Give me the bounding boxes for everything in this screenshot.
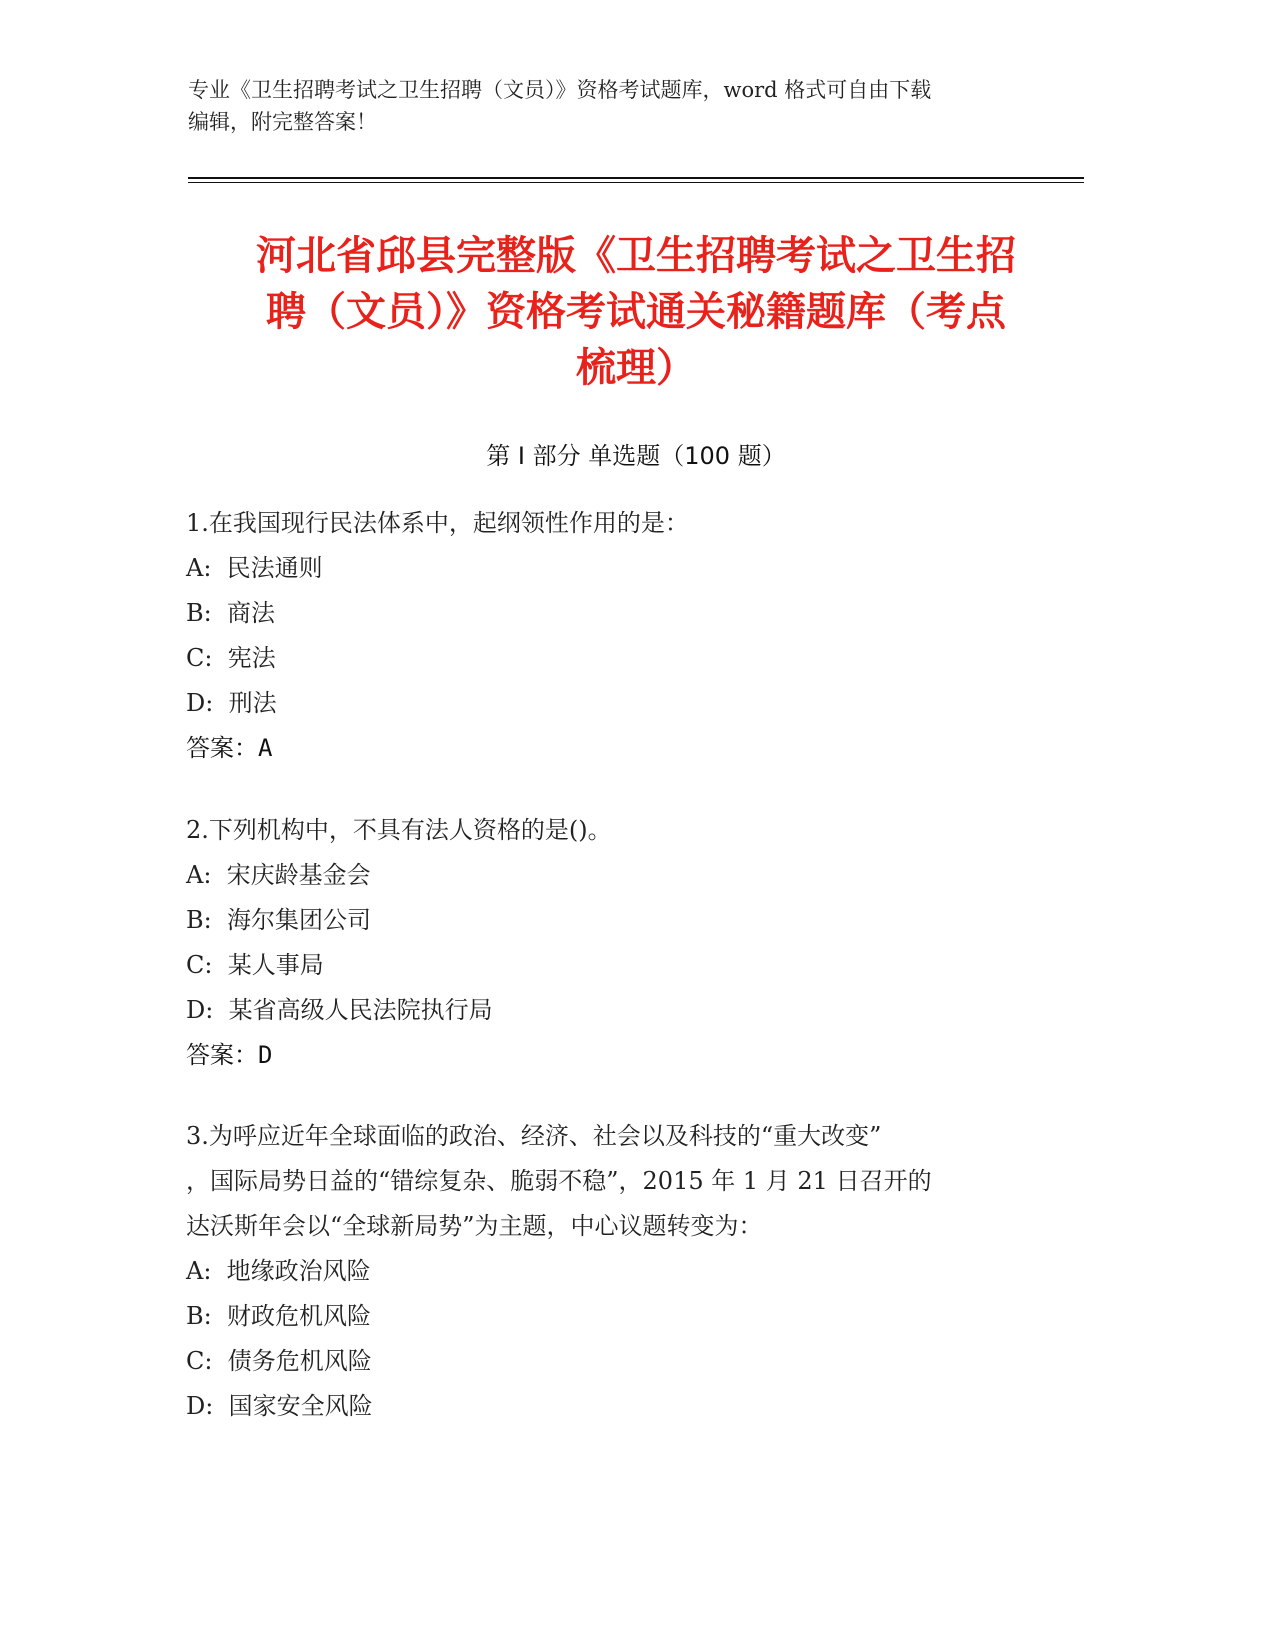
answer-line — [186, 1033, 1086, 1078]
document-title-line-3: 梳理） — [576, 345, 696, 391]
option-a: A: 民法通则 — [186, 554, 323, 582]
question-3 — [186, 1114, 1086, 1429]
answer-line — [186, 726, 1086, 771]
option-b: B: 财政危机风险 — [186, 1302, 371, 1330]
question-stem-line-1: 3.为呼应近年全球面临的政治、经济、社会以及科技的“重大改变” — [186, 1122, 882, 1150]
option-d: D: 国家安全风险 — [186, 1392, 373, 1420]
question-2 — [186, 808, 1086, 1078]
answer-label: 答案： — [186, 1041, 258, 1069]
option-c: C: 宪法 — [186, 644, 276, 672]
header-note — [188, 74, 1088, 138]
header-note-line-2: 编辑，附完整答案！ — [188, 110, 377, 134]
option-b: B: 商法 — [186, 599, 275, 627]
option-a: A: 宋庆龄基金会 — [186, 861, 371, 889]
document-title-line-2: 聘（文员）》资格考试通关秘籍题库（考点 — [266, 289, 1006, 335]
document-title-line-1: 河北省邱县完整版《卫生招聘考试之卫生招 — [256, 233, 1016, 279]
document-title — [188, 228, 1084, 396]
question-stem-line-3: 达沃斯年会以“全球新局势”为主题，中心议题转变为： — [186, 1212, 763, 1240]
option-c: C: 某人事局 — [186, 951, 324, 979]
question-stem-line-2: ，国际局势日益的“错综复杂、脆弱不稳”，2015 年 1 月 21 日召开的 — [186, 1167, 932, 1195]
option-d: D: 某省高级人民法院执行局 — [186, 996, 493, 1024]
option-b: B: 海尔集团公司 — [186, 906, 371, 934]
question-stem: 2.下列机构中，不具有法人资格的是()。 — [186, 816, 612, 844]
answer-value: D — [258, 1041, 273, 1069]
question-1 — [186, 501, 1086, 771]
option-d: D: 刑法 — [186, 689, 277, 717]
header-note-line-1: 专业《卫生招聘考试之卫生招聘（文员）》资格考试题库，word 格式可自由下载 — [188, 78, 932, 102]
answer-label: 答案： — [186, 734, 258, 762]
header-divider-thin — [188, 182, 1084, 183]
answer-value: A — [258, 734, 273, 762]
section-title: 第 I 部分 单选题（100 题） — [486, 442, 786, 470]
option-c: C: 债务危机风险 — [186, 1347, 372, 1375]
option-a: A: 地缘政治风险 — [186, 1257, 371, 1285]
question-stem: 1.在我国现行民法体系中，起纲领性作用的是： — [186, 509, 689, 537]
header-divider-thick — [188, 177, 1084, 179]
